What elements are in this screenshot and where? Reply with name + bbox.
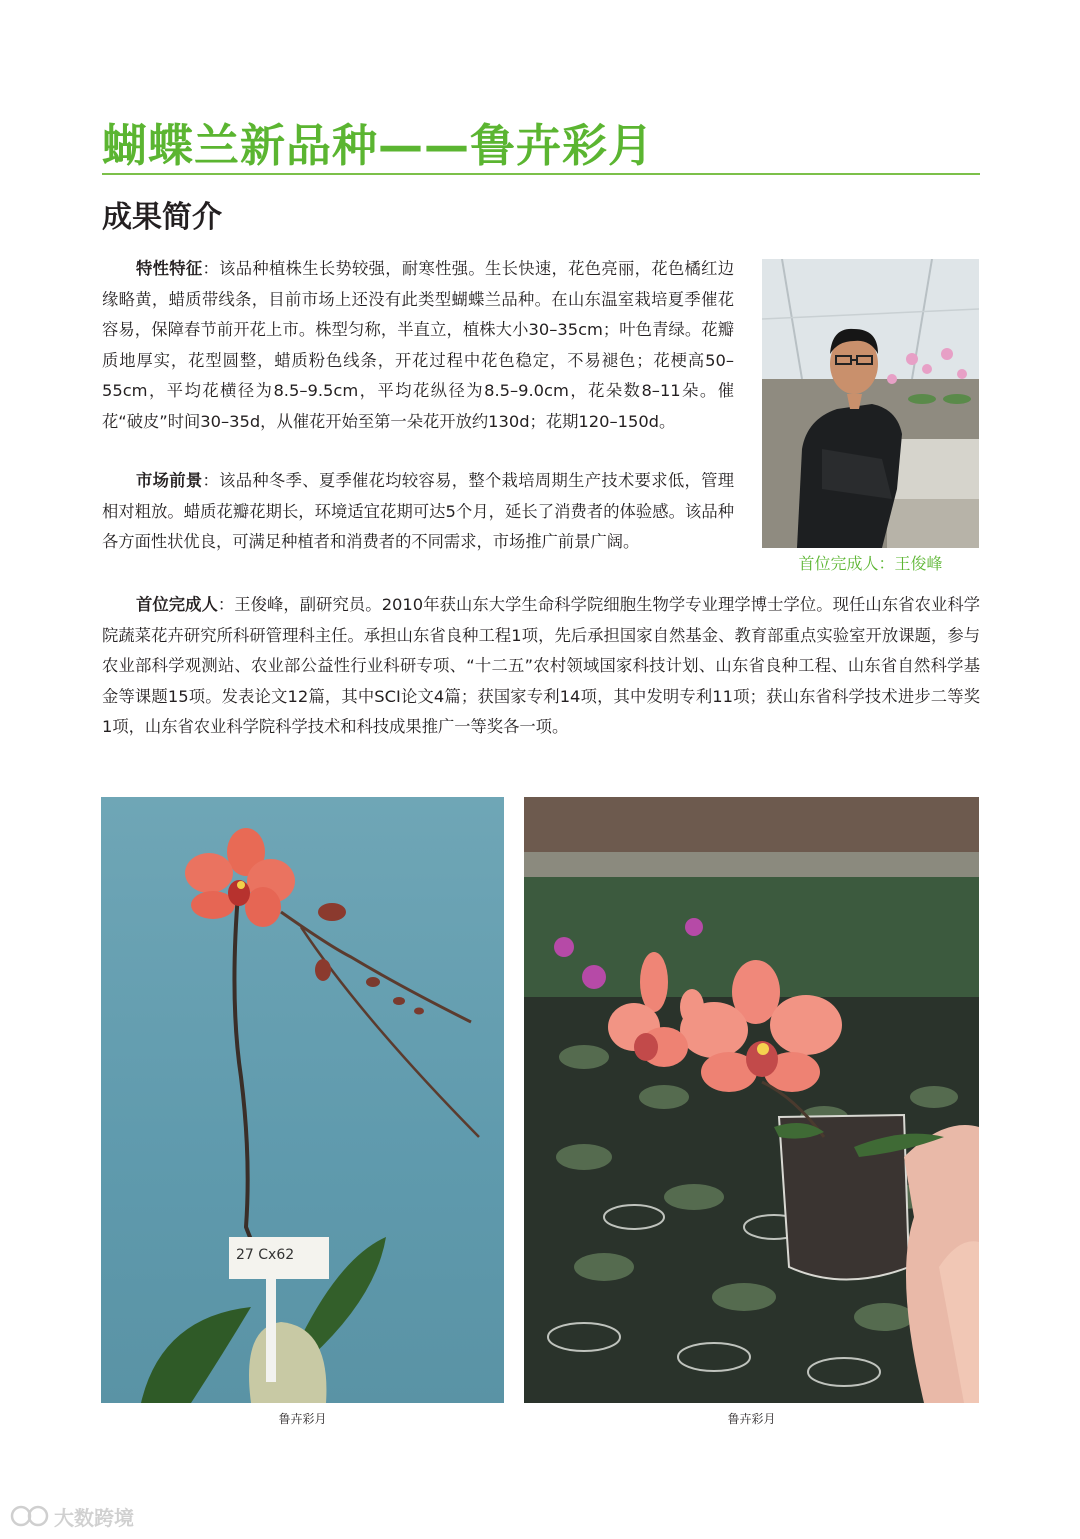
watermark: [10, 1504, 134, 1534]
market-paragraph: [102, 466, 734, 558]
traits-text: ：该品种植株生长势较强，耐寒性强。生长快速，花色亮丽，花色橘红边缘略黄，蜡质带线条，目前市场上还没有此类型蝴蝶兰品种。在山东温室栽培夏季催花容易，保障春节前开花上市。株型匀称，半直立，植株大小30–35cm；叶色青绿。花瓣质地厚实，花型圆整，蜡质粉色线条，开花过程中花色稳定，不易褪色；花梗高50–55cm，平均花横径为8.5–9.5cm，平均花纵径为8.5–9.0cm，花朵数8–11朵。催花“破皮”时间30–35d，从催花开始至第一朵花开放约130d；花期120–150d。: [102, 259, 734, 431]
page-title: 蝴蝶兰新品种——鲁卉彩月: [102, 119, 655, 172]
traits-label: 特性特征: [136, 259, 203, 278]
plant-tag-text: 27 Cx62: [236, 1247, 295, 1263]
watermark-logo-icon: [10, 1505, 50, 1534]
person-label: 首位完成人: [136, 595, 218, 614]
photo-caption-right: 鲁卉彩月: [727, 1412, 776, 1426]
orchid-flower-left: [185, 828, 295, 927]
orchid-photo-right: [524, 797, 979, 1403]
orchid-illustration-left: [101, 797, 504, 1403]
title-divider: [102, 173, 980, 175]
market-label: 市场前景: [136, 471, 203, 490]
orchid-illustration-right: [524, 797, 979, 1403]
person-paragraph: [102, 590, 980, 743]
traits-paragraph: [102, 254, 734, 437]
orchid-photo-left: [101, 797, 504, 1403]
market-text: ：该品种冬季、夏季催花均较容易，整个栽培周期生产技术要求低，管理相对粗放。蜡质花瓣花期长，环境适宜花期可达5个月，延长了消费者的体验感。该品种各方面性状优良，可满足种植者和消费者的不同需求，市场推广前景广阔。: [102, 471, 734, 551]
portrait-photo: [762, 259, 979, 548]
watermark-text: 大数跨境: [54, 1506, 134, 1530]
section-heading: 成果简介: [102, 200, 222, 235]
portrait-caption: 首位完成人：王俊峰: [798, 554, 943, 573]
portrait-illustration: [762, 259, 979, 548]
photo-caption-left: 鲁卉彩月: [278, 1412, 327, 1426]
person-text: ：王俊峰，副研究员。2010年获山东大学生命科学院细胞生物学专业理学博士学位。现任山东省农业科学院蔬菜花卉研究所科研管理科主任。承担山东省良种工程1项，先后承担国家自然基金、教育部重点实验室开放课题，参与农业部科学观测站、农业部公益性行业科研专项、“十二五”农村领域国家科技计划、山东省良种工程、山东省自然科学基金等课题15项。发表论文12篇，其中SCI论文4篇；获国家专利14项，其中发明专利11项；获山东省科学技术进步二等奖1项，山东省农业科学院科学技术和科技成果推广一等奖各一项。: [102, 595, 980, 736]
